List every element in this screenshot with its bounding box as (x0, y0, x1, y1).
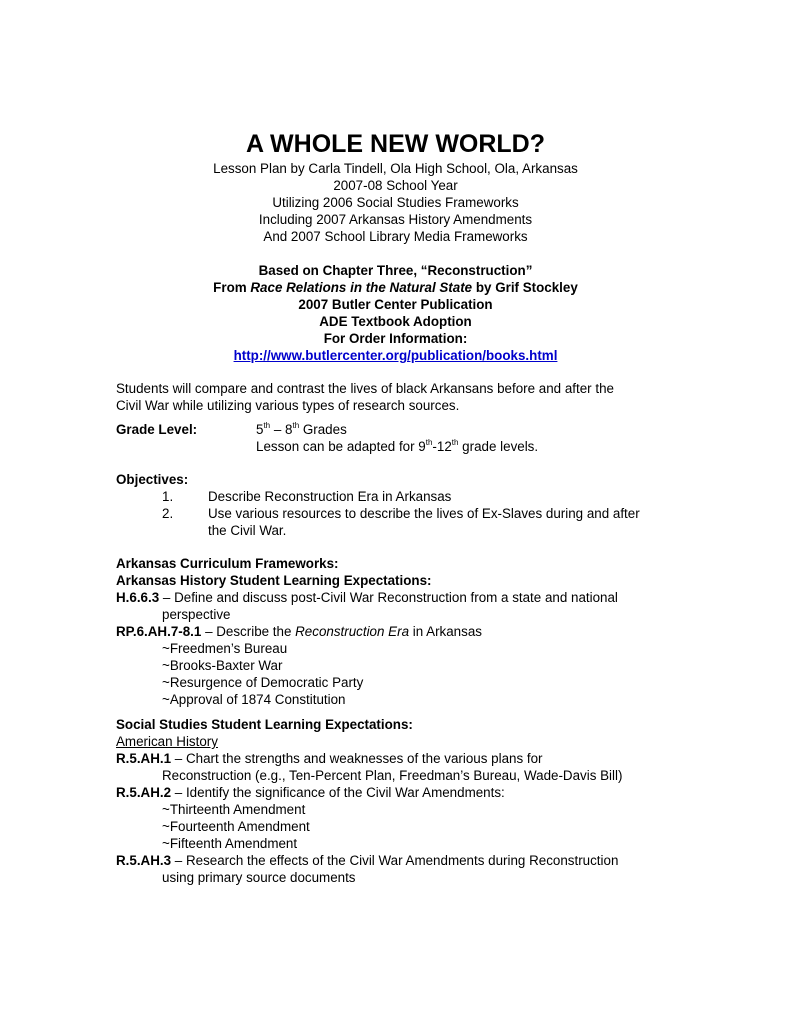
objective-text-1: Describe Reconstruction Era in Arkansas (208, 489, 452, 504)
r2-item-fifteenth: ~Fifteenth Amendment (162, 836, 298, 851)
objective-text-2-cont: the Civil War. (208, 523, 287, 538)
objective-num-1: 1. (162, 489, 174, 504)
objectives-heading: Objectives: (116, 472, 189, 487)
source-order-info: For Order Information: (323, 331, 468, 346)
source-publication: 2007 Butler Center Publication (298, 297, 493, 312)
r2-item-thirteenth: ~Thirteenth Amendment (162, 802, 306, 817)
objective-text-2: Use various resources to describe the lives of Ex-Slaves during and after (208, 506, 640, 521)
rp-item-freedmens-bureau: ~Freedmen’s Bureau (162, 641, 288, 656)
grade-range: 5th – 8th Grades (256, 421, 347, 437)
american-history-subheading: American History (116, 734, 218, 749)
objective-num-2: 2. (162, 506, 174, 521)
r3-code: R.5.AH.3 (116, 853, 172, 868)
r2-line: R.5.AH.2 – Identify the significance of the Civil War Amendments: (116, 785, 505, 800)
ah-sle-heading: Arkansas History Student Learning Expectations: (116, 573, 432, 588)
r3-cont: using primary source documents (162, 870, 356, 885)
source-chapter: Based on Chapter Three, “Reconstruction” (258, 263, 533, 278)
rp-line: RP.6.AH.7-8.1 – Describe the Reconstruction Era in Arkansas (116, 624, 482, 639)
source-adoption: ADE Textbook Adoption (319, 314, 472, 329)
rp-item-democratic-party: ~Resurgence of Democratic Party (162, 675, 364, 690)
intro-line-1: Students will compare and contrast the lives of black Arkansans before and after the (116, 381, 614, 396)
header-line-frameworks: Utilizing 2006 Social Studies Frameworks (272, 195, 519, 210)
rp-code: RP.6.AH.7-8.1 (116, 624, 202, 639)
document-title: A WHOLE NEW WORLD? (245, 130, 546, 158)
rp-item-1874-constitution: ~Approval of 1874 Constitution (162, 692, 346, 707)
grade-level-label: Grade Level: (116, 422, 198, 437)
r3-line: R.5.AH.3 – Research the effects of the Civil War Amendments during Reconstruction (116, 853, 619, 868)
r1-cont: Reconstruction (e.g., Ten-Percent Plan, Freedman’s Bureau, Wade-Davis Bill) (162, 768, 623, 783)
header-line-amendments: Including 2007 Arkansas History Amendments (258, 212, 533, 227)
header-line-library: And 2007 School Library Media Frameworks (263, 229, 528, 244)
r1-line: R.5.AH.1 – Chart the strengths and weaknesses of the various plans for (116, 751, 543, 766)
intro-line-2: Civil War while utilizing various types of research sources. (116, 398, 460, 413)
header-line-year: 2007-08 School Year (333, 178, 458, 193)
source-book: From Race Relations in the Natural State by Grif Stockley (213, 280, 578, 295)
r2-code: R.5.AH.2 (116, 785, 172, 800)
h663-cont: perspective (162, 607, 231, 622)
h663-line: H.6.6.3 – Define and discuss post-Civil War Reconstruction from a state and national (116, 590, 618, 605)
book-title: Race Relations in the Natural State (250, 280, 473, 295)
ss-sle-heading: Social Studies Student Learning Expectations: (116, 717, 413, 732)
r2-item-fourteenth: ~Fourteenth Amendment (162, 819, 310, 834)
frameworks-heading: Arkansas Curriculum Frameworks: (116, 556, 339, 571)
h663-code: H.6.6.3 (116, 590, 160, 605)
r1-code: R.5.AH.1 (116, 751, 172, 766)
grade-adapt: Lesson can be adapted for 9th-12th grade levels. (256, 438, 539, 454)
order-link[interactable]: http://www.butlercenter.org/publication/books.html (233, 348, 558, 363)
header-line-author: Lesson Plan by Carla Tindell, Ola High School, Ola, Arkansas (213, 161, 578, 176)
rp-item-brooks-baxter: ~Brooks-Baxter War (162, 658, 283, 673)
